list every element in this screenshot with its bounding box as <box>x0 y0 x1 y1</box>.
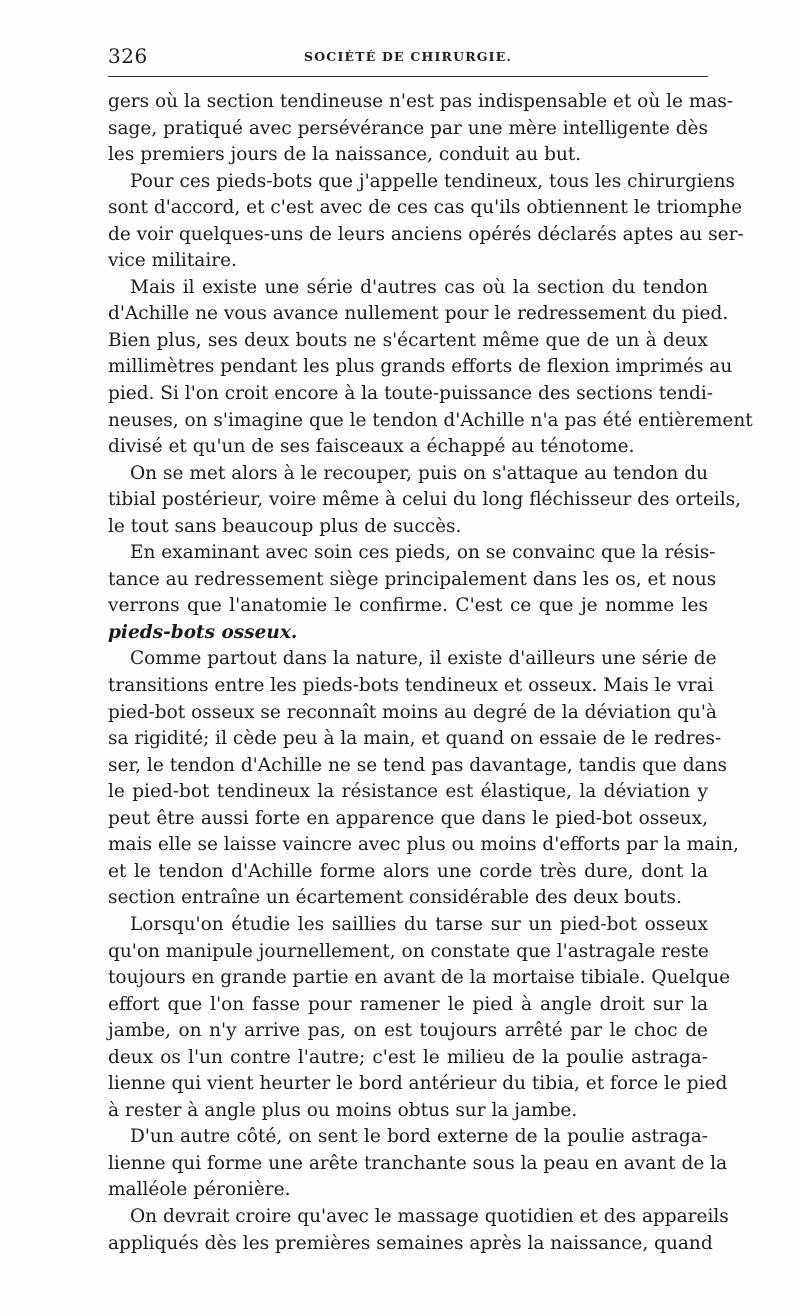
text-line: Bien plus, ses deux bouts ne s'écartent même que de un à deux <box>108 329 708 351</box>
text-line: divisé et qu'un de ses faisceaux a échappé au ténotome. <box>108 436 635 458</box>
text-line: effort que l'on fasse pour ramener le pied à angle droit sur la <box>108 993 708 1015</box>
page-header <box>108 44 708 74</box>
text-line: le pied-bot tendineux la résistance est élastique, la déviation y <box>108 781 708 803</box>
text-line: malléole péronière. <box>108 1179 291 1201</box>
text-line: le tout sans beaucoup plus de succès. <box>108 515 462 537</box>
text-line: les premiers jours de la naissance, conduit au but. <box>108 144 582 166</box>
paragraph <box>108 275 753 461</box>
text-line: verrons que l'anatomie le confirme. C'est ce que je nomme les <box>108 595 708 617</box>
header-rule <box>108 76 708 77</box>
paragraph <box>108 1124 728 1204</box>
paragraph <box>108 912 731 1124</box>
text-line: gers où la section tendineuse n'est pas indispensable et où le mas- <box>108 91 734 112</box>
text-line: sont d'accord, et c'est avec de ces cas qu'ils obtiennent le triomphe <box>108 197 743 219</box>
paragraph <box>108 89 734 169</box>
body-text <box>108 89 753 1257</box>
text-line: lienne qui vient heurter le bord antérieur du tibia, et force le pied <box>108 1073 728 1095</box>
text-line: pied. Si l'on croit encore à la toute-puissance des sections tendi- <box>108 383 714 405</box>
text-line: d'Achille ne vous avance nullement pour le redressement du pied. <box>108 303 729 325</box>
text-line: sage, pratiqué avec persévérance par une mère intelligente dès <box>108 117 708 139</box>
text-line: mais elle se laisse vaincre avec plus ou moins d'efforts par la main, <box>108 834 739 856</box>
text-line: deux os l'un contre l'autre; c'est le milieu de la poulie astraga- <box>108 1046 708 1068</box>
text-line: transitions entre les pieds-bots tendineux et osseux. Mais le vrai <box>108 675 714 697</box>
text-line <box>108 620 708 647</box>
text-line: On devrait croire qu'avec le massage quotidien et des appareils <box>130 1205 729 1227</box>
paragraph <box>108 169 744 275</box>
text-line: On se met alors à le recouper, puis on s'attaque au tendon du <box>130 462 708 484</box>
text-line: de voir quelques-uns de leurs anciens opérés déclarés aptes au ser- <box>108 223 744 245</box>
running-head: SOCIÉTÉ DE CHIRURGIE. <box>303 49 513 64</box>
text-line: toujours en grande partie en avant de la mortaise tibiale. Quelque <box>108 967 731 989</box>
text-line: En examinant avec soin ces pieds, on se convainc que la résis- <box>130 542 716 564</box>
text-line: sa rigidité; il cède peu à la main, et quand on essaie de le redres- <box>108 728 722 750</box>
text-line: section entraîne un écartement considérable des deux bouts. <box>108 887 682 909</box>
text-line: appliqués dès les premières semaines après la naissance, quand <box>108 1232 713 1254</box>
text-line: Lorsqu'on étudie les saillies du tarse sur un pied-bot osseux <box>130 913 708 935</box>
text-line: jambe, on n'y arrive pas, on est toujours arrêté par le choc de <box>108 1020 708 1042</box>
text-line: à rester à angle plus ou moins obtus sur la jambe. <box>108 1099 578 1121</box>
text-line: neuses, on s'imagine que le tendon d'Achille n'a pas été entièrement <box>108 409 753 431</box>
text-line: peut être aussi forte en apparence que dans le pied-bot osseux, <box>108 807 708 829</box>
text-line: qu'on manipule journellement, on constate que l'astragale reste <box>108 940 709 962</box>
paragraph <box>108 1204 729 1257</box>
page-number: 326 <box>108 44 148 68</box>
paragraph <box>108 461 742 541</box>
text-line: pied-bot osseux se reconnaît moins au degré de la déviation qu'à <box>108 701 717 723</box>
text-line: Mais il existe une série d'autres cas où la section du tendon <box>130 276 708 298</box>
paragraph <box>108 646 739 911</box>
text-line: millimètres pendant les plus grands efforts de flexion imprimés au <box>108 356 733 378</box>
text-line: vice militaire. <box>108 250 237 272</box>
text-line: D'un autre côté, on sent le bord externe de la poulie astraga- <box>130 1126 708 1148</box>
italic-term: pieds-bots osseux. <box>108 621 298 643</box>
text-line: et le tendon d'Achille forme alors une corde très dure, dont la <box>108 860 708 882</box>
text-line: ser, le tendon d'Achille ne se tend pas davantage, tandis que dans <box>108 754 727 776</box>
text-line: tance au redressement siège principalement dans les os, et nous <box>108 568 717 590</box>
paragraph <box>108 540 717 646</box>
text-line: Pour ces pieds-bots que j'appelle tendineux, tous les chirurgiens <box>130 170 736 192</box>
text-line: Comme partout dans la nature, il existe d'ailleurs une série de <box>130 648 717 670</box>
text-line: tibial postérieur, voire même à celui du long fléchisseur des orteils, <box>108 489 742 511</box>
text-line: lienne qui forme une arête tranchante sous la peau en avant de la <box>108 1152 728 1174</box>
